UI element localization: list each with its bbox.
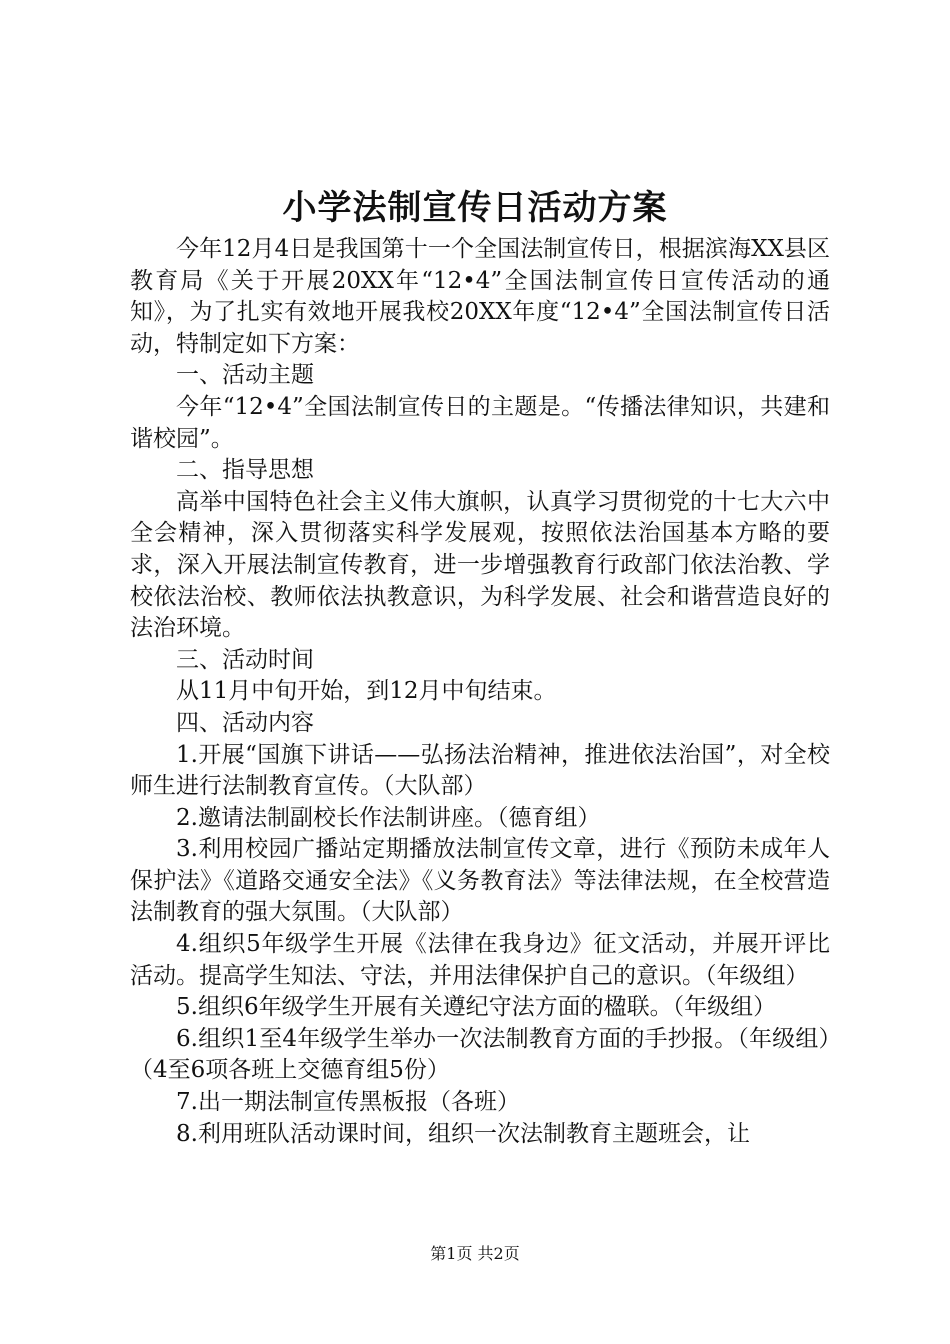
content-item-1: 1.开展“国旗下讲话——弘扬法治精神，推进依法治国”，对全校师生进行法制教育宣传。（大队部） [130,741,830,800]
content-item-7: 7.出一期法制宣传黑板报（各班） [176,1089,520,1116]
content-item-6: 6.组织1至4年级学生举办一次法制教育方面的手抄报。（年级组）（4至6项各班上交德育组5份） [130,1025,830,1084]
content-item-2: 2.邀请法制副校长作法制讲座。（德育组） [176,804,601,831]
time-paragraph: 从11月中旬开始，到12月中旬结束。 [176,678,557,705]
content-item-8: 8.利用班队活动课时间，组织一次法制教育主题班会，让 [176,1120,750,1147]
theme-paragraph: 今年“12•4”全国法制宣传日的主题是。“传播法律知识，共建和谐校园”。 [130,393,830,452]
content-item-4: 4.组织5年级学生开展《法律在我身边》征文活动，并展开评比活动。提高学生知法、守法，并用法律保护自己的意识。（年级组） [130,931,830,989]
section-heading-theme: 一、活动主题 [176,362,314,389]
guiding-ideology-paragraph: 高举中国特色社会主义伟大旗帜，认真学习贯彻党的十七大六中全会精神，深入贯彻落实科学发展观，按照依法治国基本方略的要求，深入开展法制宣传教育，进一步增强教育行政部门依法治教、学校依法治校、教师依法执教意识，为科学发展、社会和谐营造良好的法治环境。 [130,488,830,642]
document-title: 小学法制宣传日活动方案 [282,188,668,228]
section-heading-content: 四、活动内容 [176,709,314,736]
content-item-3: 3.利用校园广播站定期播放法制宣传文章，进行《预防未成年人保护法》《道路交通安全法》《义务教育法》等法律法规，在全校营造法制教育的强大氛围。（大队部） [130,836,830,926]
section-heading-time: 三、活动时间 [176,646,314,673]
content-item-5: 5.组织6年级学生开展有关遵纪守法方面的楹联。（年级组） [176,994,777,1021]
section-heading-guiding-ideology: 二、指导思想 [176,457,314,484]
page-footer: 第1页 共2页 [430,1244,520,1263]
document-body [130,234,830,1150]
intro-paragraph: 今年12月4日是我国第十一个全国法制宣传日，根据滨海XX县区教育局《关于开展20XX年“12•4”全国法制宣传日宣传活动的通知》，为了扎实有效地开展我校20XX年度“12•4”全国法制宣传日活动，特制定如下方案： [130,236,830,357]
